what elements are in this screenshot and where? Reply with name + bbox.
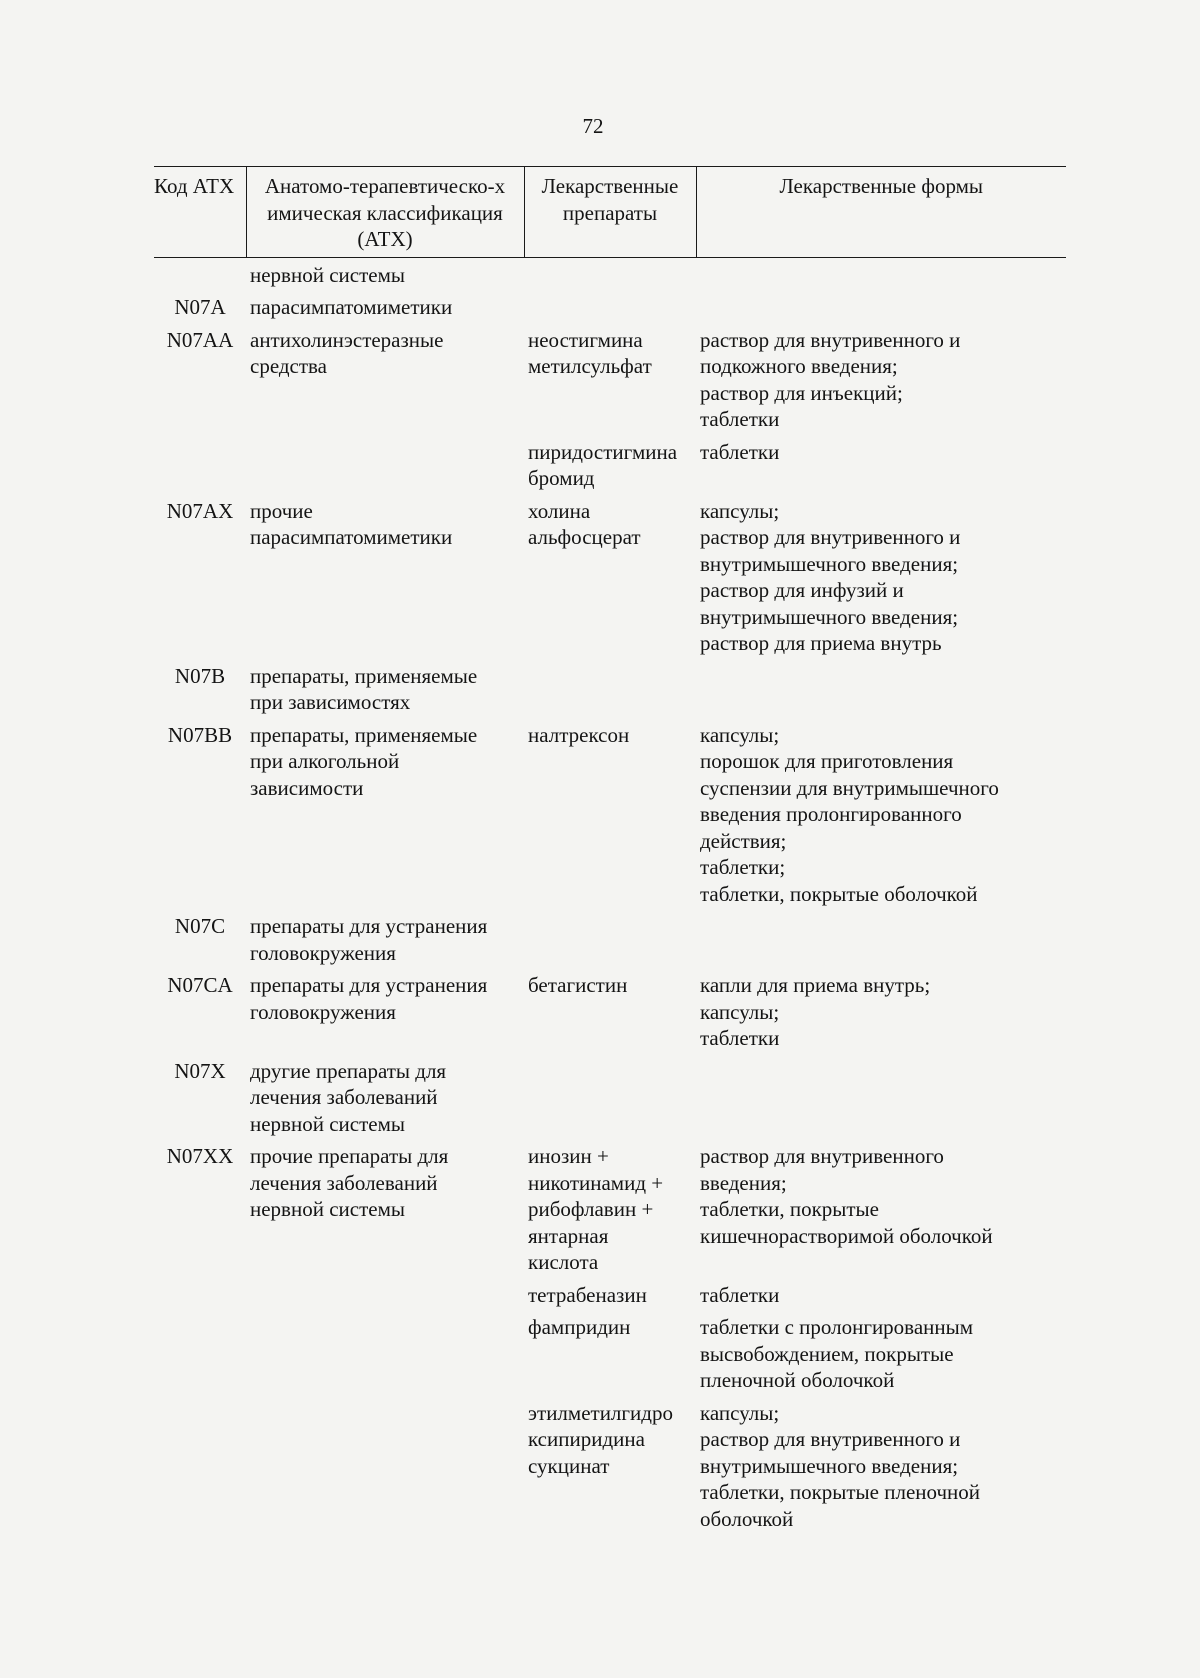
cell-code: N07AA bbox=[166, 327, 234, 352]
page-number: 72 bbox=[582, 114, 604, 138]
cell-code: N07CA bbox=[167, 973, 233, 997]
header-forms: Лекарственные формы bbox=[696, 167, 1066, 258]
cell-code bbox=[154, 1398, 246, 1537]
cell-code bbox=[154, 257, 246, 292]
cell-drug: пиридостигмина бромид bbox=[528, 439, 678, 490]
cell-forms bbox=[696, 257, 1066, 292]
cell-code bbox=[154, 1312, 246, 1398]
cell-classification: антихолинэстеразные средства bbox=[250, 327, 444, 378]
cell-code: N07XX bbox=[166, 1144, 234, 1168]
cell-code: N07AX bbox=[166, 498, 234, 523]
cell-classification: препараты, применяемые при зависимостях bbox=[250, 663, 478, 714]
cell-forms: раствор для внутривенного и подкожного введения; раствор для инъекций; таблетки bbox=[700, 327, 961, 431]
cell-forms bbox=[696, 661, 1066, 720]
cell-forms: таблетки bbox=[700, 1282, 780, 1307]
cell-code: N07C bbox=[174, 914, 226, 938]
cell-drug: холина альфосцерат bbox=[528, 498, 641, 549]
cell-forms: капсулы; раствор для внутривенного и внутримышечного введения; таблетки, покрытые пленочной оболочкой bbox=[700, 1400, 981, 1531]
cell-code: N07BB bbox=[167, 722, 233, 747]
table-row bbox=[154, 1056, 1066, 1142]
table-row bbox=[154, 661, 1066, 720]
table-row bbox=[154, 325, 1066, 437]
header-drugs: Лекарственные препараты bbox=[524, 167, 696, 258]
header-row bbox=[154, 167, 1066, 258]
table-row bbox=[154, 1312, 1066, 1398]
cell-forms: капсулы; порошок для приготовления суспензии для внутримышечного введения пролонгированного действия; таблетки; таблетки, покрытые оболочкой bbox=[700, 722, 999, 906]
table-row bbox=[154, 257, 1066, 292]
cell-classification bbox=[246, 1312, 524, 1398]
cell-classification: парасимпатомиметики bbox=[250, 295, 453, 319]
cell-classification: другие препараты для лечения заболеваний нервной системы bbox=[250, 1058, 447, 1136]
table-row bbox=[154, 292, 1066, 325]
table-row bbox=[154, 496, 1066, 661]
cell-drug bbox=[524, 911, 696, 970]
cell-classification: препараты для устранения головокружения bbox=[250, 973, 488, 1024]
table-row bbox=[154, 720, 1066, 912]
cell-code: N07X bbox=[174, 1058, 226, 1083]
cell-code bbox=[154, 437, 246, 496]
cell-code: N07A bbox=[174, 295, 226, 319]
cell-forms bbox=[696, 911, 1066, 970]
cell-drug: бетагистин bbox=[528, 973, 628, 997]
cell-classification: прочие парасимпатомиметики bbox=[250, 498, 453, 549]
table-row bbox=[154, 437, 1066, 496]
atx-table bbox=[154, 166, 1066, 1536]
cell-drug bbox=[524, 1056, 696, 1142]
header-code: Код АТХ bbox=[154, 167, 246, 258]
table-row bbox=[154, 911, 1066, 970]
cell-drug: тетрабеназин bbox=[528, 1282, 647, 1307]
cell-classification: прочие препараты для лечения заболеваний нервной системы bbox=[250, 1144, 449, 1221]
cell-drug bbox=[524, 257, 696, 292]
cell-forms: капли для приема внутрь; капсулы; таблетки bbox=[700, 973, 931, 1050]
cell-drug: неостигмина метилсульфат bbox=[528, 327, 652, 378]
table-row bbox=[154, 970, 1066, 1056]
table-header bbox=[154, 167, 1066, 258]
cell-forms: раствор для внутривенного введения; таблетки, покрытые кишечнорастворимой оболочкой bbox=[700, 1144, 993, 1248]
cell-code: N07B bbox=[174, 663, 226, 688]
cell-classification: препараты для устранения головокружения bbox=[250, 914, 488, 965]
cell-drug: фампридин bbox=[528, 1315, 631, 1339]
cell-forms bbox=[696, 292, 1066, 325]
cell-drug bbox=[524, 661, 696, 720]
table-row bbox=[154, 1141, 1066, 1280]
cell-forms: таблетки с пролонгированным высвобождением, покрытые пленочной оболочкой bbox=[700, 1315, 974, 1392]
cell-forms: таблетки bbox=[700, 439, 780, 464]
cell-classification: нервной системы bbox=[250, 262, 405, 287]
cell-drug: налтрексон bbox=[528, 722, 630, 747]
cell-forms: капсулы; раствор для внутривенного и внутримышечного введения; раствор для инфузий и внутримышечного введения; раствор для приема внутрь bbox=[700, 498, 961, 655]
cell-classification bbox=[246, 1280, 524, 1313]
table-row bbox=[154, 1398, 1066, 1537]
cell-drug: этилметилгидро ксипиридина сукцинат bbox=[528, 1400, 673, 1478]
cell-drug bbox=[524, 292, 696, 325]
cell-drug: инозин + никотинамид + рибофлавин + янтарная кислота bbox=[528, 1144, 664, 1274]
table-body bbox=[154, 257, 1066, 1536]
cell-classification: препараты, применяемые при алкогольной зависимости bbox=[250, 722, 478, 800]
header-classification: Анатомо-терапевтическо-х имическая классификация (АТХ) bbox=[246, 167, 524, 258]
cell-classification bbox=[246, 437, 524, 496]
cell-code bbox=[154, 1280, 246, 1313]
cell-forms bbox=[696, 1056, 1066, 1142]
table-row bbox=[154, 1280, 1066, 1313]
cell-classification bbox=[246, 1398, 524, 1537]
